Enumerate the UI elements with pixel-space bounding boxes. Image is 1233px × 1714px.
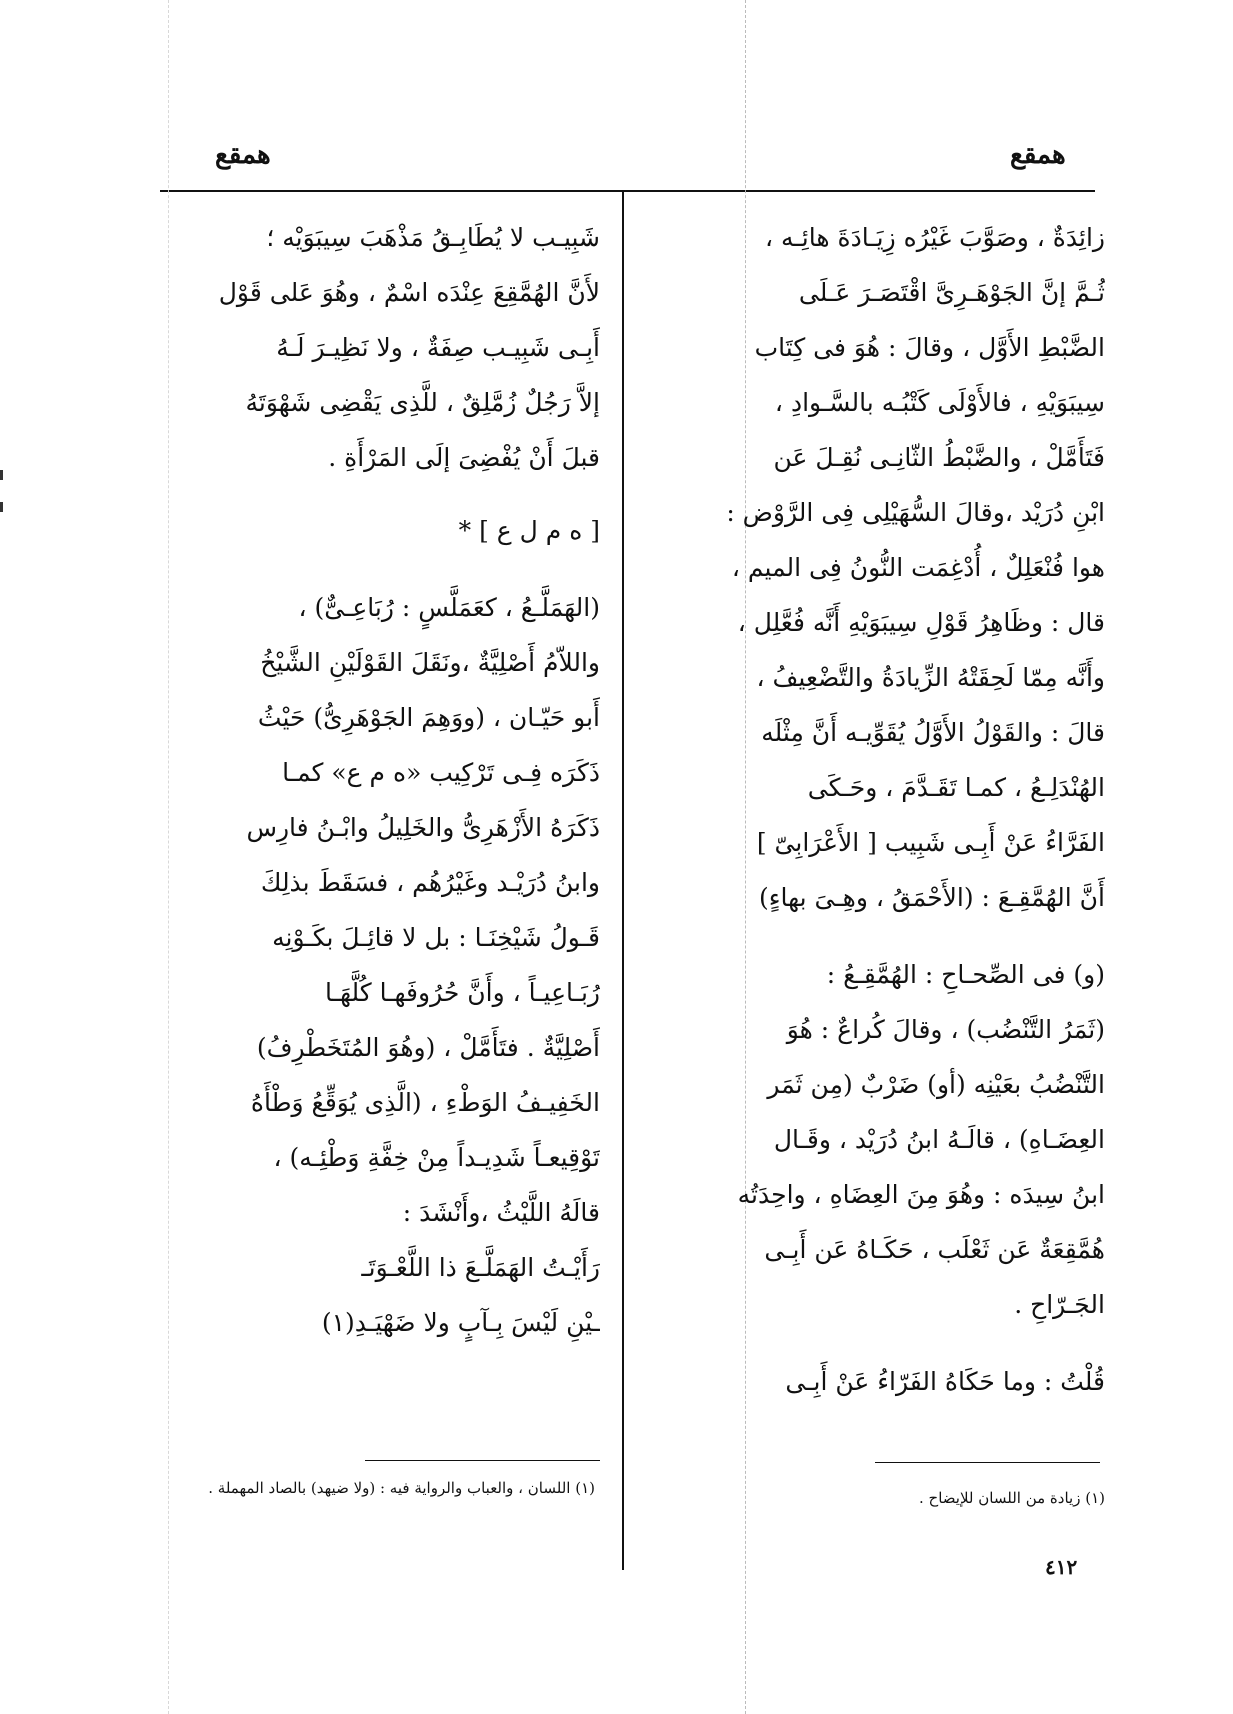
- footnote-rule-right: [875, 1462, 1100, 1463]
- text-line: هوا فُنْعَلِلٌ ، أُدْغِمَت النُّونُ فِى الميم ،: [731, 553, 1105, 582]
- running-header-right: همقع: [1010, 140, 1066, 170]
- text-line: قالَ : والقَوْلُ الأَوَّلُ يُقَوِّيـه أَنَّ مِثْلَه: [761, 718, 1105, 747]
- verse-line: رَأَيْـتُ الهَمَلَّـعَ ذا اللَّعْـوَتَـ: [361, 1253, 600, 1282]
- right-entry-continuation: [660, 210, 1105, 925]
- text-line: واللاّمُ أَصْلِيَّةٌ ،ونَقَلَ القَوْلَيْنِ الشَّيْخُ: [260, 648, 600, 677]
- text-line: الفَرَّاءُ عَنْ أَبِـى شَبِيب [ الأَعْرَابِىّ ]: [756, 828, 1105, 857]
- text-line: هُمَّقِعَةٌ عَن ثَعْلَب ، حَكَـاهُ عَن أَبِـى: [764, 1235, 1105, 1264]
- text-line: قَـولُ شَيْخِنَـا : بل لا قائِـلَ بكَـوْنِه: [272, 923, 600, 952]
- header-rule: [160, 190, 1095, 192]
- text-line: أَنَّ الهُمَّقِـعَ : (الأَحْمَقُ ، وهِـىَ بهاءٍ): [758, 883, 1105, 912]
- left-column: [160, 210, 600, 1350]
- text-line: فَتَأَمَّلْ ، والضَّبْطُ الثّانِـى نُقِـلَ عَن: [773, 443, 1105, 472]
- footnote-rule-left: [365, 1460, 600, 1461]
- margin-mark: [0, 470, 6, 550]
- root-heading: [ ه م ل ع ] *: [458, 516, 600, 545]
- text-line: الضَّبْطِ الأَوَّل ، وقالَ : هُوَ فى كِتَاب: [754, 333, 1105, 362]
- text-line: زائِدَةٌ ، وصَوَّبَ غَيْرُه زِيَـادَةَ هائِـه ،: [765, 223, 1105, 252]
- poem-verse: [160, 1240, 600, 1350]
- text-line: لأَنَّ الهُمَّقِعَ عِنْدَه اسْمٌ ، وهُوَ عَلى قَوْل: [218, 278, 600, 307]
- text-line: العِضَـاهِ) ، قالَـهُ ابنُ دُرَيْد ، وقَـال: [773, 1125, 1105, 1154]
- text-line: (الهَمَلَّـعُ ، كعَمَلَّسٍ : رُبَاعِـىٌّ) ،: [298, 593, 600, 622]
- text-line: ابْنِ دُرَيْد ،وقالَ السُّهَيْلِى فِى الرَّوْض :: [726, 498, 1105, 527]
- text-line: قال : وظَاهِرُ قَوْلِ سِيبَوَيْهِ أَنَّه فُعَّلِل ،: [737, 608, 1105, 637]
- text-line: تَوْقِيعـاً شَدِيـداً مِنْ خِفَّةِ وَطْئِـه) ،: [273, 1143, 600, 1172]
- text-line: التَّنْضُبُ بعَيْنِه (أو) ضَرْبٌ (مِن ثَمَر: [767, 1070, 1105, 1099]
- column-divider: [622, 190, 624, 1570]
- right-paragraph-qultu: [660, 1354, 1105, 1409]
- text-line: إلاَّ رَجُلٌ زُمَّلِقٌ ، للَّذِى يَقْضِى شَهْوَتَهُ: [245, 388, 600, 417]
- text-line: قبلَ أَنْ يُفْضِىَ إلَى المَرْأَةِ .: [328, 443, 600, 472]
- text-line: وأَنَّه مِمّا لَحِقَتْهُ الزِّيادَةُ والتَّضْعِيفُ ،: [756, 663, 1105, 692]
- text-line: شَبِيـب لا يُطَابِـقُ مَذْهَبَ سِيبَوَيْه ؛: [266, 223, 600, 252]
- right-paragraph-sihah: [660, 947, 1105, 1332]
- right-column: [660, 210, 1105, 1409]
- left-entry-continuation: [160, 210, 600, 485]
- running-header-left: همقع: [215, 140, 271, 170]
- text-line: وابنُ دُرَيْـد وغَيْرُهُم ، فسَقَطَ بذلِكَ: [260, 868, 600, 897]
- text-line: أَبو حَيّـان ، (ووَهِمَ الجَوْهَرِىُّ) حَيْثُ: [257, 703, 600, 732]
- paragraph-gap: [660, 925, 1105, 947]
- page-number: ٤١٢: [1045, 1555, 1078, 1579]
- footnote-right: (١) زيادة من اللسان للإيضاح .: [919, 1489, 1105, 1507]
- text-line: أَبِـى شَبِيـب صِفَةٌ ، ولا نَظِيـرَ لَـهُ: [276, 333, 600, 362]
- verse-line: ـيْنِ لَيْسَ بِـآبٍ ولا ضَهْيَـدِ(١): [321, 1308, 600, 1337]
- text-line: أَصْلِيَّةٌ . فتَأَمَّلْ ، (وهُوَ المُتَخَطْرِفُ): [256, 1033, 600, 1062]
- text-line: ابنُ سِيدَه : وهُوَ مِنَ العِضَاهِ ، واحِدَتُه: [737, 1180, 1105, 1209]
- text-line: (و) فى الصِّحـاحِ : الهُمَّقِـعُ :: [826, 960, 1105, 989]
- footnote-left: (١) اللسان ، والعباب والرواية فيه : (ولا ضيهد) بالصاد المهملة .: [208, 1479, 595, 1497]
- left-entry-hamalla: [160, 580, 600, 1240]
- text-line: الجَـرّاحِ .: [1014, 1290, 1105, 1319]
- text-line: الخَفِيـفُ الوَطْءِ ، (الَّذِى يُوَقِّعُ وَطْأَهُ: [250, 1088, 600, 1117]
- text-line: سِيبَوَيْهِ ، فالأَوْلَى كَتْبُـه بالسَّـوادِ ،: [774, 388, 1105, 417]
- text-line: رُبَـاعِيـاً ، وأَنَّ حُرُوفَهـا كُلَّهَـا: [325, 978, 600, 1007]
- text-line: ثُـمَّ إنَّ الجَوْهَـرِىَّ اقْتَصَـرَ عَـلَى: [798, 278, 1105, 307]
- text-line: قُلْتُ : وما حَكَاهُ الفَرّاءُ عَنْ أَبِـى: [785, 1367, 1105, 1396]
- text-line: قالَهُ اللَّيْثُ ،وأَنْشَدَ :: [402, 1198, 600, 1227]
- text-line: ذَكَرَهُ الأَزْهَرِىُّ والخَلِيلُ وابْـنُ فارِس: [246, 813, 600, 842]
- text-line: الهُنْدَلِـعُ ، كمـا تَقَـدَّمَ ، وحَـكَى: [807, 773, 1105, 802]
- text-line: ذَكَرَه فِـى تَرْكِيب «ه م ع» كمـا: [282, 758, 600, 787]
- paragraph-gap: [660, 1332, 1105, 1354]
- text-line: (ثَمَرُ التَّنْضُب) ، وقالَ كُراعٌ : هُوَ: [786, 1015, 1105, 1044]
